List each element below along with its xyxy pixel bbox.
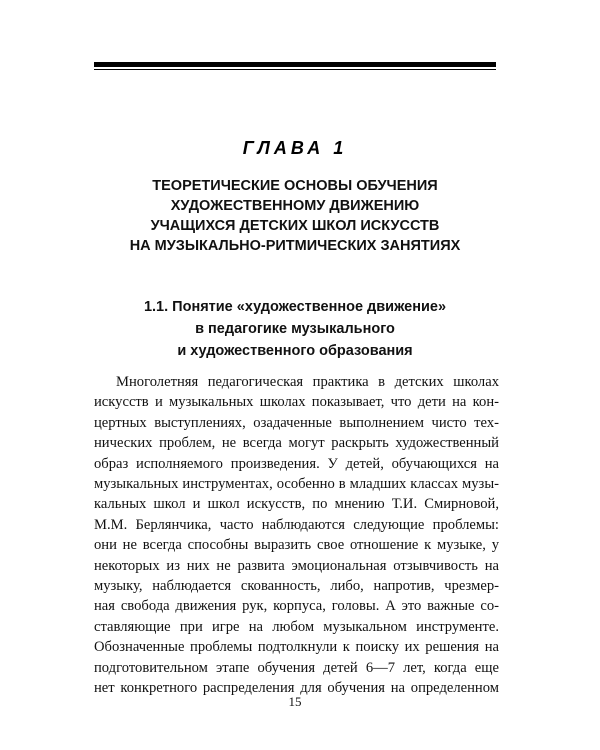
section-title-line: и художественного образования [177, 343, 413, 359]
chapter-title-line: УЧАЩИХСЯ ДЕТСКИХ ШКОЛ ИСКУССТВ [150, 218, 440, 234]
top-rule-thin [94, 69, 496, 70]
top-rule-thick [94, 62, 496, 67]
text-line: некоторых из них не развита эмоциональная отзывчивость на [94, 557, 499, 574]
text-line: они не всегда способны выразить свое отношение к музыке, у [94, 537, 499, 554]
text-line: Обозначенные проблемы подтолкнули к поиску их решения на [94, 639, 499, 656]
section-title-line: в педагогике музыкального [195, 321, 395, 337]
page-number: 15 [288, 694, 302, 709]
text-line: нических проблем, не всегда могут раскрыть художественный [94, 435, 499, 452]
text-line: М.М. Берлянчика, часто наблюдаются следующие проблемы: [94, 516, 499, 533]
text-line: музыкальных инструментах, особенно в младших классах музы- [94, 476, 499, 493]
text-line: нет конкретного распределения для обучения на определенном [94, 680, 499, 697]
text-line: ная свобода движения рук, корпуса, головы. А это важные со- [94, 598, 499, 615]
chapter-title [94, 176, 496, 256]
text-line: кальных школ и школ искусств, по мнению Т.И. Смирновой, [94, 496, 499, 513]
chapter-title-line: ТЕОРЕТИЧЕСКИЕ ОСНОВЫ ОБУЧЕНИЯ [152, 178, 438, 194]
section-title [94, 296, 496, 362]
body-paragraph [94, 372, 499, 699]
text-line: музыку, наблюдается скованность, либо, напротив, чрезмер- [94, 578, 499, 595]
chapter-label: ГЛАВА 1 [242, 138, 348, 158]
section-title-line: 1.1. Понятие «художественное движение» [143, 299, 447, 315]
chapter-title-line: НА МУЗЫКАЛЬНО-РИТМИЧЕСКИХ ЗАНЯТИЯХ [129, 238, 461, 254]
text-line: цертных выступлениях, озадаченные выполнением чисто тех- [94, 414, 499, 431]
chapter-title-line: ХУДОЖЕСТВЕННОМУ ДВИЖЕНИЮ [170, 198, 420, 214]
text-line: образ исполняемого произведения. У детей, обучающихся на [94, 455, 499, 472]
text-line: ставляющие при игре на любом музыкальном инструменте. [94, 618, 499, 635]
text-line: искусств и музыкальных школах показывает, что дети на кон- [94, 394, 499, 411]
text-line: Многолетняя педагогическая практика в детских школах [116, 374, 499, 390]
text-line: подготовительном этапе обучения детей 6—7 лет, когда еще [94, 659, 499, 676]
